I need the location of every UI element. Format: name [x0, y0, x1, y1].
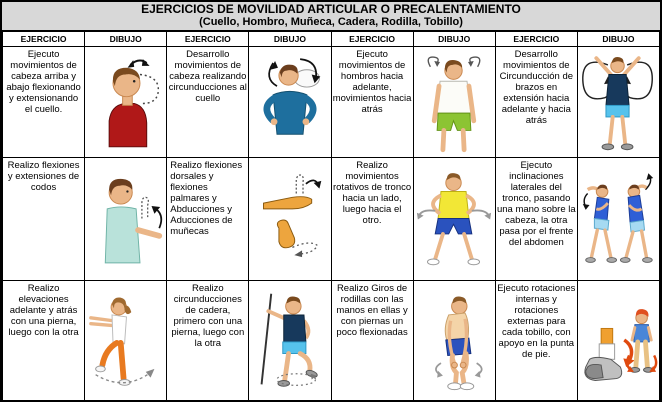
exercise-text-arm-circumduction: Desarrollo movimientos de Circunducción de brazos en extensión hacia adelante y hacia atrás — [495, 47, 577, 158]
exercise-table — [2, 31, 660, 401]
col-header-ejercicio-3: EJERCICIO — [331, 32, 413, 47]
neck-flexion-extension-icon — [86, 50, 166, 154]
drawing-cell — [413, 158, 495, 281]
elbow-flexion-extension-icon — [86, 161, 166, 277]
col-header-dibujo-1: DIBUJO — [85, 32, 167, 47]
col-header-ejercicio-1: EJERCICIO — [3, 32, 85, 47]
drawing-cell — [85, 158, 167, 281]
exercise-text-lateral-trunk: Ejecuto inclinaciones laterales del tronco, pasando una mano sobre la cabeza, la otra pasa por el frente del abdomen — [495, 158, 577, 281]
table-row — [3, 281, 660, 401]
lateral-trunk-inclination-icon — [578, 161, 658, 277]
exercise-text-ankle-rotation: Ejecuto rotaciones internas y rotaciones externas para cada tobillo, con apoyo en la punta de pie. — [495, 281, 577, 401]
exercise-text-elbow-flexion: Realizo flexiones y extensiones de codos — [3, 158, 85, 281]
knee-rotation-icon — [414, 284, 494, 397]
page-title: EJERCICIOS DE MOVILIDAD ARTICULAR O PRECALENTAMIENTO — [141, 2, 521, 16]
col-header-ejercicio-4: EJERCICIO — [495, 32, 577, 47]
trunk-rotation-icon — [414, 161, 494, 277]
exercise-text-trunk-rotation: Realizo movimientos rotativos de tronco hacia un lado, luego hacia el otro. — [331, 158, 413, 281]
drawing-cell — [249, 158, 331, 281]
drawing-cell — [577, 47, 659, 158]
wrist-flexion-abduction-icon — [250, 161, 330, 277]
drawing-cell — [85, 47, 167, 158]
drawing-cell — [249, 281, 331, 401]
col-header-dibujo-2: DIBUJO — [249, 32, 331, 47]
exercise-text-wrist-flexion: Realizo flexiones dorsales y flexiones palmares y Abducciones y Aducciones de muñecas — [167, 158, 249, 281]
drawing-cell — [413, 47, 495, 158]
ankle-rotation-icon — [578, 284, 658, 397]
arm-circumduction-icon — [578, 50, 658, 154]
page-subtitle: (Cuello, Hombro, Muñeca, Cadera, Rodilla, Tobillo) — [199, 16, 463, 28]
hip-circumduction-icon — [250, 284, 330, 397]
exercise-text-hip-circumduction: Realizo circunducciones de cadera, primero con una pierna, luego con la otra — [167, 281, 249, 401]
exercise-text-knee-rotation: Realizo Giros de rodillas con las manos en ellas y con piernas un poco flexionadas — [331, 281, 413, 401]
drawing-cell — [577, 281, 659, 401]
table-row — [3, 47, 660, 158]
drawing-cell — [577, 158, 659, 281]
exercise-text-neck-circumduction: Desarrollo movimientos de cabeza realizando circunducciones al cuello — [167, 47, 249, 158]
col-header-ejercicio-2: EJERCICIO — [167, 32, 249, 47]
leg-elevation-icon — [86, 284, 166, 397]
drawing-cell — [85, 281, 167, 401]
title-block — [2, 2, 660, 31]
drawing-cell — [413, 281, 495, 401]
exercise-text-leg-elevation: Realizo elevaciones adelante y atrás con una pierna, luego con la otra — [3, 281, 85, 401]
neck-circumduction-icon — [250, 50, 330, 154]
drawing-cell — [249, 47, 331, 158]
exercise-text-neck-flexion: Ejecuto movimientos de cabeza arriba y abajo flexionando y extensionando el cuello. — [3, 47, 85, 158]
table-row — [3, 158, 660, 281]
exercise-text-shoulder-rolls: Ejecuto movimientos de hombros hacia adelante, movimientos hacia atrás — [331, 47, 413, 158]
col-header-dibujo-4: DIBUJO — [577, 32, 659, 47]
col-header-dibujo-3: DIBUJO — [413, 32, 495, 47]
header-row — [3, 32, 660, 47]
shoulder-rolls-icon — [414, 50, 494, 154]
